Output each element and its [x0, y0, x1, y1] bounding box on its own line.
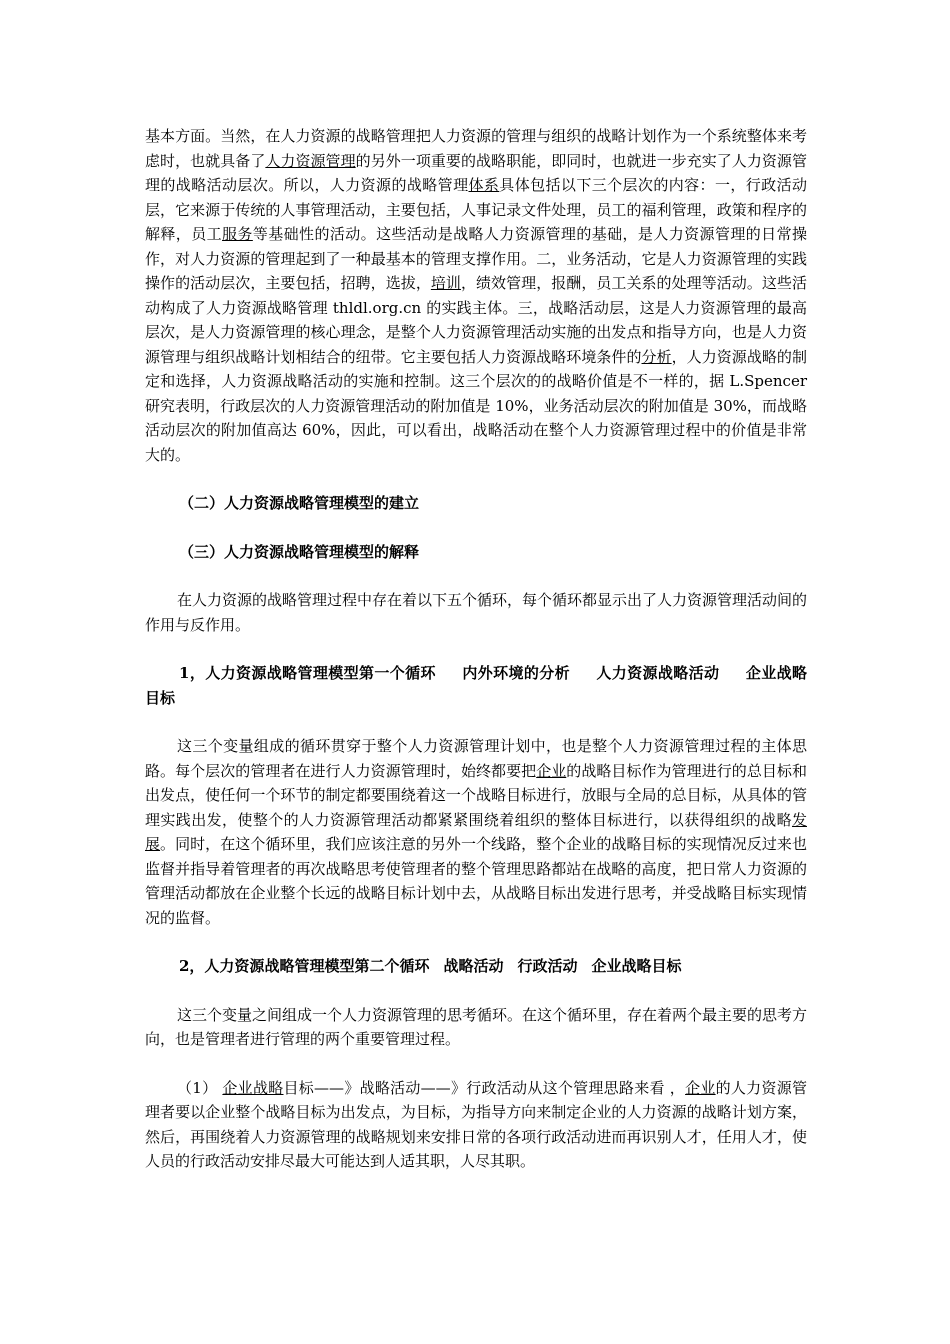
link-hr-management[interactable]: 人力资源管理 — [265, 151, 356, 170]
text-run: （1） — [177, 1078, 223, 1097]
paragraph-strategy-levels — [145, 124, 807, 467]
loop-2-variable-strategic-activity: 战略活动 — [443, 957, 504, 975]
link-enterprise-strategy[interactable]: 企业战略 — [222, 1078, 284, 1097]
text-run: 这三个变量组成的循环贯穿于整个人力资源管理计划中，也是整个人力资源管理过程的主体思路。每个层次的管理者在进行人力资源管理时，始终都要把 — [145, 737, 807, 780]
text-run: 的另外一项重要的战略职能，即同时，也就进一步充实了人力资源管理的战略活动层次。所以，人力资源的战略管理 — [145, 151, 807, 194]
loop-1-variable-strategic-goal: 企业战略目标 — [145, 664, 807, 707]
text-run: 基本方面。当然，在人力资源的战略管理把人力资源的管理与组织的战略计划作为一个系统整体来考虑时，也就具备了 — [145, 127, 807, 170]
document-body — [145, 124, 807, 1198]
link-system[interactable]: 体系 — [468, 176, 500, 194]
loop-2-variable-admin-activity: 行政活动 — [517, 957, 578, 975]
text-run: ，绩效管理，报酬，员工关系的处理等活动。这些活动构成了人力资源战略管理 thldl.org.cn 的实践主体。三，战略活动层，这是人力资源管理的最高层次，是人力资源管理的核心理念，是整个人力资源管理活动实施的出发点和指导方向，也是人力资源管理与组织战略计划相结合的纽带。它主要包括人力资源战略环境条件的 — [145, 274, 807, 366]
text-run: 目标——》战略活动——》行政活动从这个管理思路来看 ， — [283, 1078, 686, 1097]
loop-1-variable-environment: 内外环境的分析 — [461, 664, 570, 682]
loop-2-variable-strategic-goal: 企业战略目标 — [591, 957, 682, 975]
link-service[interactable]: 服务 — [222, 225, 253, 243]
paragraph-direction-1 — [145, 1076, 807, 1174]
loop-1-heading — [145, 661, 807, 710]
text-run: 具体包括以下三个层次的内容：一，行政活动层，它来源于传统的人事管理活动，主要包括，人事记录文件处理，员工的福利管理，政策和程序的解释，员工 — [145, 176, 807, 243]
link-training[interactable]: 培训 — [430, 274, 461, 292]
text-run: 。同时，在这个循环里，我们应该注意的另外一个线路，整个企业的战略目标的实现情况反过来也监督并指导着管理者的再次战略思考使管理者的整个管理思路都站在战略的高度，把日常人力资源的管理活动都放在企业整个长远的战略目标计划中去，从战略目标出发进行思考，并受战略目标实现情况的监督。 — [145, 835, 807, 927]
text-run: 等基础性的活动。这些活动是战略人力资源管理的基础，是人力资源管理的日常操作，对人力资源的管理起到了一种最基本的管理支撑作用。二，业务活动，它是人力资源管理的实践操作的活动层次，主要包括，招聘，选拔， — [145, 225, 807, 292]
loop-1-variable-hr-activity: 人力资源战略活动 — [596, 664, 720, 682]
link-enterprise[interactable]: 企业 — [536, 761, 567, 780]
paragraph-five-loops: 在人力资源的战略管理过程中存在着以下五个循环，每个循环都显示出了人力资源管理活动间的作用与反作用。 — [145, 591, 808, 634]
loop-2-heading — [145, 954, 807, 979]
loop-1-title: 1，人力资源战略管理模型第一个循环 — [179, 664, 436, 682]
link-development[interactable]: 发展 — [145, 810, 807, 853]
text-run: ，人力资源战略的制定和选择，人力资源战略活动的实施和控制。这三个层次的的战略价值是不一样的，据 L.Spencer 研究表明，行政层次的人力资源管理活动的附加值是 10%，业务活动层次的附加值是 30%，而战略活动层次的附加值高达 60%，因此，可以看出，战略活动在整个人力资源管理过程中的价值是非常大的。 — [145, 347, 807, 464]
text-run: 的人力资源管理者要以企业整个战略目标为出发点，为目标，为指导方向来制定企业的人力资源的战略计划方案，然后，再围绕着人力资源管理的战略规划来安排日常的各项行政活动进而再识别人才，任用人才，使人员的行政活动安排尽最大可能达到人适其职，人尽其职。 — [145, 1078, 807, 1170]
text-run: 的战略目标作为管理进行的总目标和出发点，使任何一个环节的制定都要围绕着这一个战略目标进行，放眼与全局的总目标，从具体的管理实践出发，使整个的人力资源管理活动都紧紧围绕着组织的整体目标进行，以获得组织的战略 — [145, 761, 807, 829]
section-heading-model-explanation: （三）人力资源战略管理模型的解释 — [179, 542, 420, 561]
link-enterprise[interactable]: 企业 — [685, 1078, 716, 1097]
link-analysis[interactable]: 分析 — [641, 347, 672, 366]
loop-2-title: 2，人力资源战略管理模型第二个循环 — [179, 957, 430, 975]
paragraph-loop-1-explanation — [145, 734, 807, 930]
paragraph-loop-2-explanation: 这三个变量之间组成一个人力资源管理的思考循环。在这个循环里，存在着两个最主要的思考方向，也是管理者进行管理的两个重要管理过程。 — [145, 1005, 808, 1048]
section-heading-model-building: （二）人力资源战略管理模型的建立 — [179, 494, 420, 512]
